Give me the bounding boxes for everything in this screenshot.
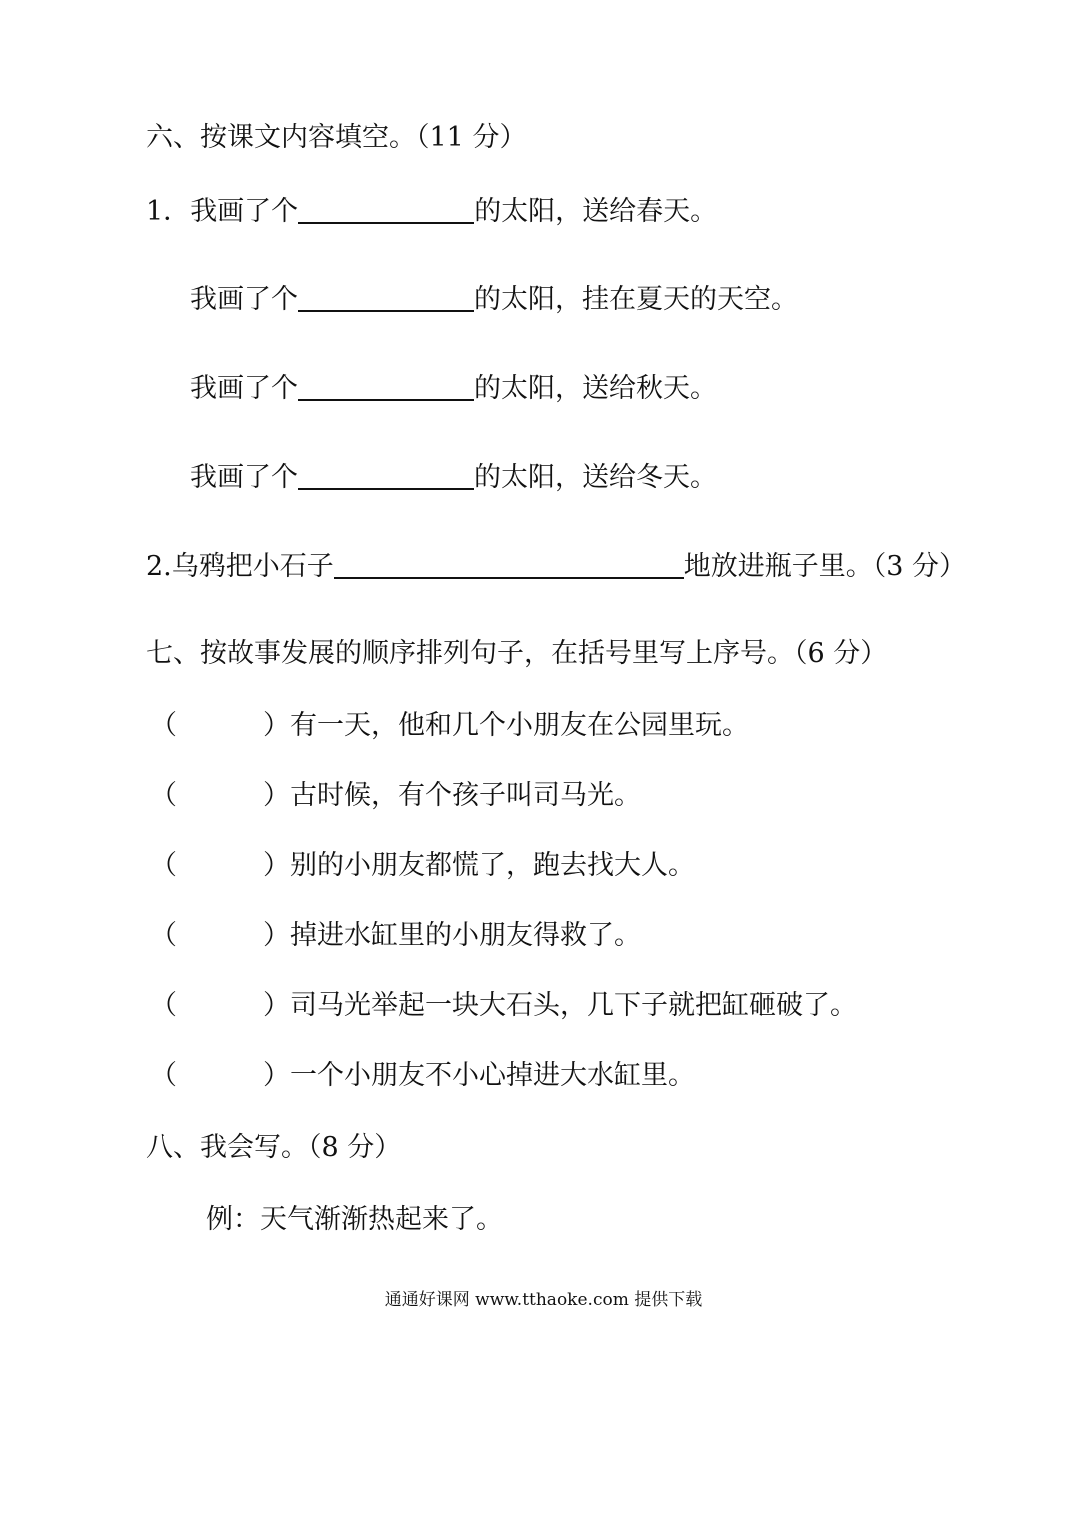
open-paren: （ xyxy=(150,850,177,881)
q1-prefix: 我画了个 xyxy=(190,284,298,315)
q1-prefix: 我画了个 xyxy=(190,462,298,493)
section-6-heading: 六、按课文内容填空。（11 分） xyxy=(146,122,527,153)
open-paren: （ xyxy=(150,1060,177,1091)
close-paren: ） xyxy=(263,780,290,811)
close-paren: ） xyxy=(263,850,290,881)
q1-prefix: 我画了个 xyxy=(190,373,298,404)
q1-suffix: 的太阳，挂在夏天的天空。 xyxy=(474,284,798,315)
q2-prefix: 乌鸦把小石子 xyxy=(171,551,334,582)
order-item xyxy=(150,918,641,954)
order-item xyxy=(150,848,695,884)
open-paren: （ xyxy=(150,710,177,741)
order-item-text: 别的小朋友都慌了，跑去找大人。 xyxy=(290,850,695,881)
q2-number: 2. xyxy=(146,551,172,582)
q1-suffix: 的太阳，送给冬天。 xyxy=(474,462,717,493)
close-paren: ） xyxy=(263,990,290,1021)
q2-suffix: 地放进瓶子里。（3 分） xyxy=(683,551,967,582)
q1-suffix: 的太阳，送给春天。 xyxy=(474,196,718,227)
order-item xyxy=(150,778,641,814)
answer-blank[interactable] xyxy=(298,280,474,312)
order-item xyxy=(150,1058,695,1094)
order-item xyxy=(150,708,749,744)
section-7-heading: 七、按故事发展的顺序排列句子，在括号里写上序号。（6 分） xyxy=(146,638,888,669)
close-paren: ） xyxy=(263,1060,290,1091)
q1-line-4 xyxy=(190,458,717,496)
close-paren: ） xyxy=(263,920,290,951)
section-8-heading: 八、我会写。（8 分） xyxy=(146,1132,402,1163)
order-item-text: 司马光举起一块大石头，几下子就把缸砸破了。 xyxy=(290,990,857,1021)
q1-suffix: 的太阳，送给秋天。 xyxy=(474,373,717,404)
order-item-text: 古时候，有个孩子叫司马光。 xyxy=(290,780,641,811)
q2-line xyxy=(146,547,966,585)
open-paren: （ xyxy=(150,920,177,951)
page-footer: 通通好课网 www.tthaoke.com 提供下载 xyxy=(384,1290,703,1310)
q1-line-2 xyxy=(190,280,798,318)
answer-blank[interactable] xyxy=(298,458,474,490)
open-paren: （ xyxy=(150,780,177,811)
answer-blank[interactable] xyxy=(298,369,474,401)
order-item-text: 掉进水缸里的小朋友得救了。 xyxy=(290,920,641,951)
q1-number: 1． xyxy=(146,196,191,227)
section-8-example: 例：天气渐渐热起来了。 xyxy=(206,1204,503,1235)
q1-line-1 xyxy=(146,192,717,230)
q1-line-3 xyxy=(190,369,717,407)
close-paren: ） xyxy=(263,710,290,741)
order-item xyxy=(150,988,857,1024)
order-item-text: 一个小朋友不小心掉进大水缸里。 xyxy=(290,1060,695,1091)
order-item-text: 有一天，他和几个小朋友在公园里玩。 xyxy=(290,710,749,741)
q1-prefix: 我画了个 xyxy=(190,196,299,227)
answer-blank[interactable] xyxy=(334,547,684,579)
answer-blank[interactable] xyxy=(298,192,474,224)
open-paren: （ xyxy=(150,990,177,1021)
